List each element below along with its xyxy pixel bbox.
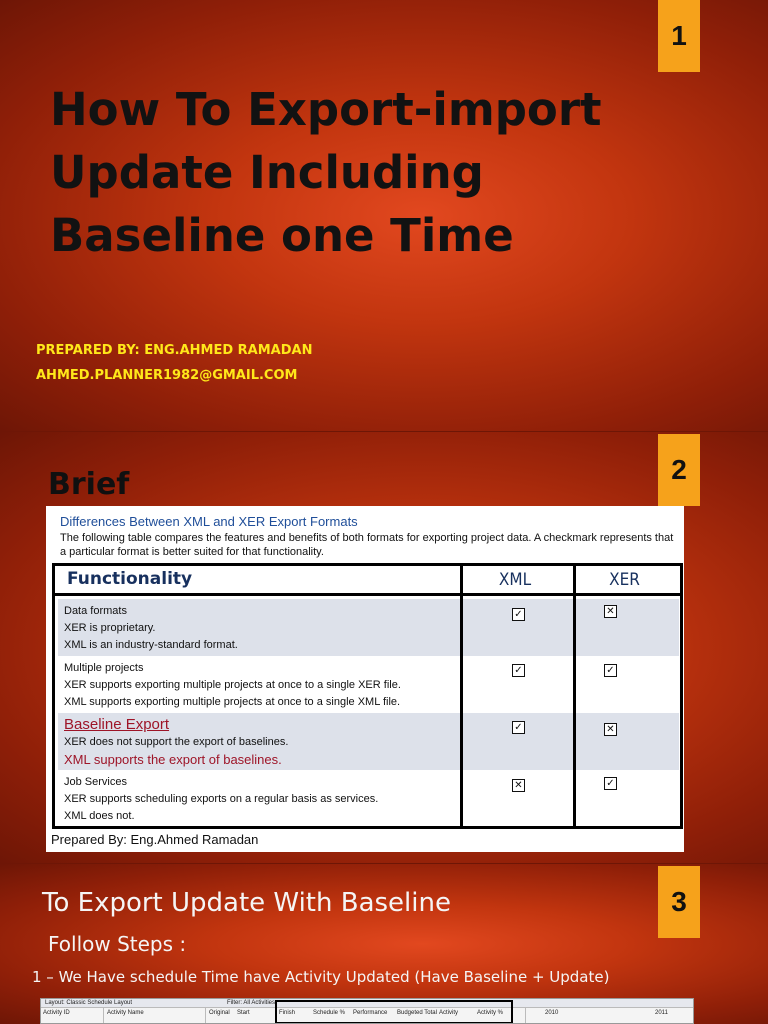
table-row xyxy=(58,713,679,770)
title-line-3: Baseline one Time xyxy=(50,209,514,262)
col-activity: Activity xyxy=(439,1010,459,1016)
title-line-2: Update Including xyxy=(50,146,484,199)
slide-title: To Export Update With Baseline xyxy=(42,888,451,918)
column-divider xyxy=(573,566,576,826)
check-icon: ✓ xyxy=(604,664,617,677)
prepared-by: PREPARED BY: ENG.AHMED RAMADAN xyxy=(36,343,313,358)
row-line: XER does not support the export of baselines. xyxy=(64,736,289,748)
slide-number-badge: 3 xyxy=(658,866,700,938)
col-year-2010: 2010 xyxy=(545,1010,559,1016)
table-row xyxy=(58,656,679,713)
cross-icon: ✕ xyxy=(512,779,525,792)
col-schedule-pct: Schedule % xyxy=(313,1010,346,1016)
cross-icon: ✕ xyxy=(604,723,617,736)
slide-number-badge: 2 xyxy=(658,434,700,506)
slide-heading: Brief xyxy=(48,467,130,502)
table-header xyxy=(55,566,680,596)
row-line: XML is an industry-standard format. xyxy=(64,639,238,651)
slide-title xyxy=(50,78,670,267)
cross-icon: ✕ xyxy=(604,605,617,618)
col-activity-id: Activity ID xyxy=(43,1010,70,1016)
check-icon: ✓ xyxy=(604,777,617,790)
slide-1 xyxy=(0,0,768,432)
row-title: Baseline Export xyxy=(64,716,170,733)
row-line: XML does not. xyxy=(64,810,135,822)
row-line: XER supports exporting multiple projects at once to a single XER file. xyxy=(64,679,401,691)
slide-number-badge: 1 xyxy=(658,0,700,72)
col-finish: Finish xyxy=(279,1010,296,1016)
row-line: XER is proprietary. xyxy=(64,622,156,634)
slide-3 xyxy=(0,864,768,1024)
col-budgeted-total: Budgeted Total xyxy=(397,1010,437,1016)
comparison-table xyxy=(52,563,683,829)
row-line: XER supports scheduling exports on a regular basis as services. xyxy=(64,793,379,805)
document-footer: Prepared By: Eng.Ahmed Ramadan xyxy=(51,832,259,847)
table-row xyxy=(58,770,679,827)
col-start: Start xyxy=(237,1010,250,1016)
highlight-box xyxy=(275,1000,513,1024)
header-xer: XER xyxy=(609,570,640,590)
document-description: The following table compares the features and benefits of both formats for exporting project data. A checkmark represents that a particular format is better suited for that functionality. xyxy=(60,532,674,558)
row-title: Multiple projects xyxy=(64,662,144,674)
author-email: AHMED.PLANNER1982@GMAIL.COM xyxy=(36,368,298,383)
col-activity-pct: Activity % xyxy=(477,1010,504,1016)
check-icon: ✓ xyxy=(512,608,525,621)
row-line: XML supports the export of baselines. xyxy=(64,752,282,767)
filter-label: Filter: All Activities xyxy=(227,1000,276,1006)
check-icon: ✓ xyxy=(512,721,525,734)
schedule-screenshot xyxy=(40,998,694,1024)
col-original: Original xyxy=(209,1010,230,1016)
header-functionality: Functionality xyxy=(67,569,193,589)
comparison-document xyxy=(46,506,684,852)
follow-steps-label: Follow Steps : xyxy=(48,932,187,956)
row-title: Data formats xyxy=(64,605,127,617)
header-xml: XML xyxy=(498,570,532,590)
table-row xyxy=(58,599,679,656)
layout-label: Layout: Classic Schedule Layout xyxy=(45,1000,133,1006)
row-title: Job Services xyxy=(64,776,127,788)
col-performance: Performance xyxy=(353,1010,388,1016)
col-year-2011: 2011 xyxy=(655,1010,668,1016)
step-1-text: 1 – We Have schedule Time have Activity Updated (Have Baseline + Update) xyxy=(32,968,610,986)
document-title: Differences Between XML and XER Export Formats xyxy=(60,514,358,529)
column-divider xyxy=(460,566,463,826)
col-activity-name: Activity Name xyxy=(107,1010,144,1016)
title-line-1: How To Export-import xyxy=(50,83,602,136)
check-icon: ✓ xyxy=(512,664,525,677)
row-line: XML supports exporting multiple projects at once to a single XML file. xyxy=(64,696,401,708)
slide-2 xyxy=(0,432,768,864)
